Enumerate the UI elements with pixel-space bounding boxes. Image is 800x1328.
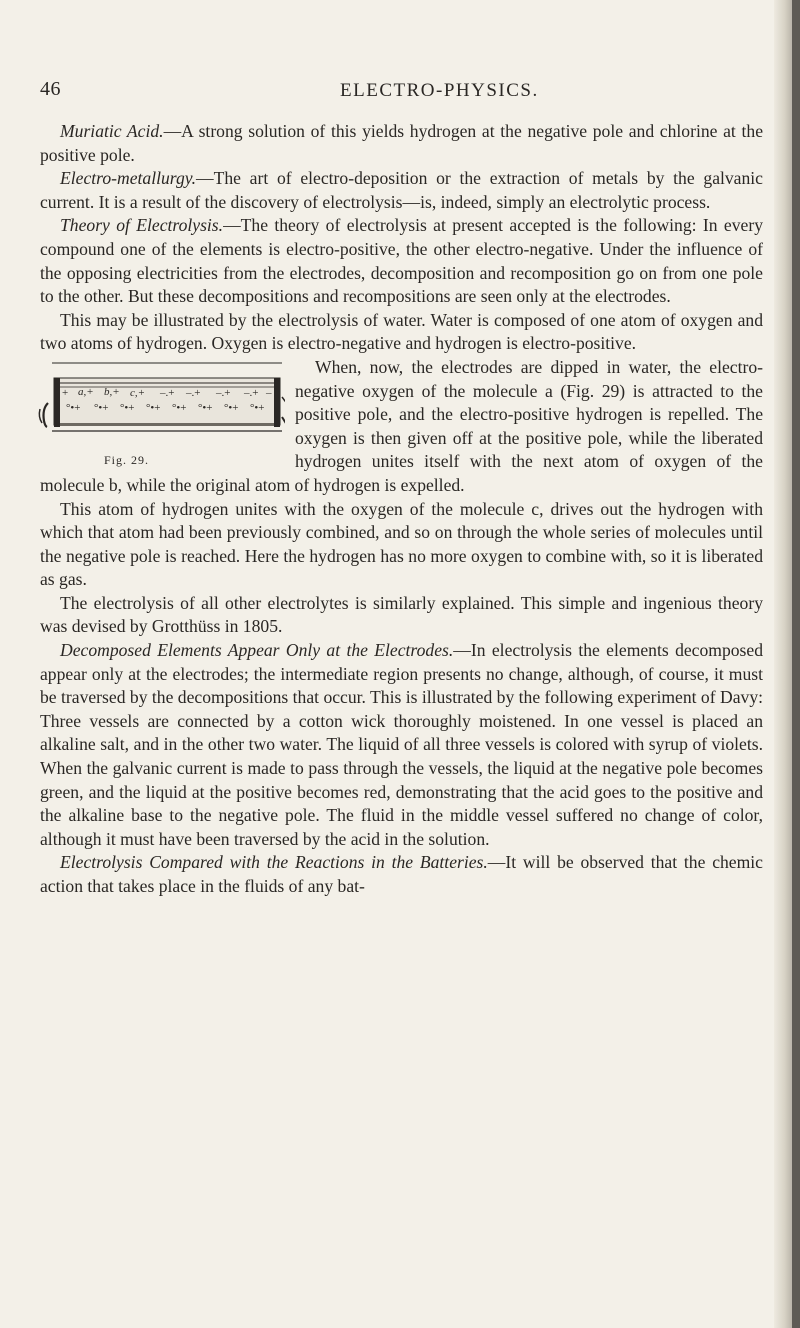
paragraph-text: —It will be observed that the chemic action that takes place in the fluids of any bat- (40, 852, 763, 896)
paragraph-text: This atom of hydrogen unites with the oxygen of the molecule c, drives out the hydrogen with which that atom had been previously combined, and so on through the whole series of molecules until the negative pole is reached. Here the hydrogen has no more oxygen to combine with, so it is liberated as gas. (40, 498, 763, 590)
paragraph-electro-metallurgy (40, 167, 763, 214)
paragraph-heading: Muriatic Acid. (60, 121, 164, 141)
paragraph-electrolysis-batteries (40, 851, 763, 898)
svg-text:–: – (266, 386, 272, 399)
paragraph-text: The electrolysis of all other electrolytes is similarly explained. This simple and ingenious theory was devised by Grotthüss in 1805. (40, 592, 763, 637)
svg-text:°•+: °•+ (120, 401, 135, 414)
electrolysis-cell-illustration (20, 359, 285, 473)
binding-edge (792, 0, 800, 1328)
svg-text:°•+: °•+ (172, 401, 187, 414)
svg-text:–.+: –.+ (216, 386, 231, 399)
svg-text:+: + (62, 386, 69, 399)
figure-caption: Fig. 29. (104, 452, 150, 467)
paragraph-water-example (40, 309, 763, 356)
svg-text:–.+: –.+ (160, 386, 175, 399)
paragraph-heading: Electro-metallurgy. (60, 168, 196, 189)
svg-text:b,+: b,+ (104, 385, 120, 398)
svg-text:a,+: a,+ (78, 385, 94, 398)
svg-text:°•+: °•+ (146, 401, 161, 414)
svg-text:°•+: °•+ (66, 401, 81, 414)
running-head: ELECTRO-PHYSICS. (340, 80, 539, 101)
svg-text:°•+: °•+ (250, 401, 265, 414)
paragraph-theory-of-electrolysis (40, 214, 763, 308)
paragraph-muriatic-acid (40, 120, 763, 167)
svg-text:°•+: °•+ (198, 401, 213, 414)
paragraph-heading: Decomposed Elements Appear Only at the Electrodes. (60, 640, 454, 661)
svg-text:°•+: °•+ (224, 401, 239, 414)
paragraph-hydrogen-atom (40, 498, 763, 592)
paragraph-heading: Electrolysis Compared with the Reactions in the Batteries. (60, 852, 488, 873)
svg-text:°•+: °•+ (94, 401, 109, 414)
paragraph-heading: Theory of Electrolysis. (60, 215, 224, 236)
svg-text:–.+: –.+ (244, 386, 259, 399)
paragraph-text: When, now, the electrodes are dipped in water, the electro-negative oxygen of the molecule a (Fig. 29) is attracted to the positive pole, and the electro-positive hydrogen is repelled. The oxygen is then given off at the positive pole, while the liberated hydrogen unites itself with the next atom of oxygen of the molecule b, while the original atom of hydrogen is expelled. (40, 356, 763, 495)
paragraph-text: —The theory of electrolysis at present accepted is the following: In every compound one of the elements is electro-positive, the other electro-negative. Under the influence of the opposing electricities from the electrodes, decomposition and recomposition go on from one pole to the other. But these decompositions and recompositions are seen only at the electrodes. (40, 215, 763, 307)
paragraph-text: This may be illustrated by the electrolysis of water. Water is composed of one atom of oxygen and two atoms of hydrogen. Oxygen is electro-negative and hydrogen is electro-positive. (40, 309, 763, 354)
figure-29 (20, 359, 285, 473)
page-header (40, 78, 740, 108)
page-number: 46 (40, 78, 61, 100)
paragraph-decomposed-elements (40, 639, 763, 851)
svg-text:–.+: –.+ (186, 386, 201, 399)
paragraph-grotthuss (40, 592, 763, 639)
svg-text:c,+: c,+ (130, 386, 146, 399)
paragraph-text: —In electrolysis the elements decomposed appear only at the electrodes; the intermediate region presents no change, although, of course, it must be traversed by the decompositions that occur. This is illustrated by the following experiment of Davy: Three vessels are connected by a cotton wick thoroughly moistened. In one vessel is placed an alkaline salt, and in the other two water. The liquid of all three vessels is colored with syrup of violets. When the galvanic current is made to pass through the vessels, the liquid at the negative pole becomes green, and the liquid at the positive becomes red, demonstrating that the acid goes to the positive and the alkaline base to the negative pole. The fluid in the middle vessel suffered no change of color, although it must have been traversed by the acid in the solution. (40, 640, 764, 849)
paragraph-text: —The art of electro-deposition or the extraction of metals by the galvanic current. It is a result of the discovery of electrolysis—is, indeed, simply an electrolytic process. (40, 168, 763, 212)
body-text (40, 120, 763, 899)
paragraph-text: —A strong solution of this yields hydrogen at the negative pole and chlorine at the positive pole. (40, 121, 763, 165)
